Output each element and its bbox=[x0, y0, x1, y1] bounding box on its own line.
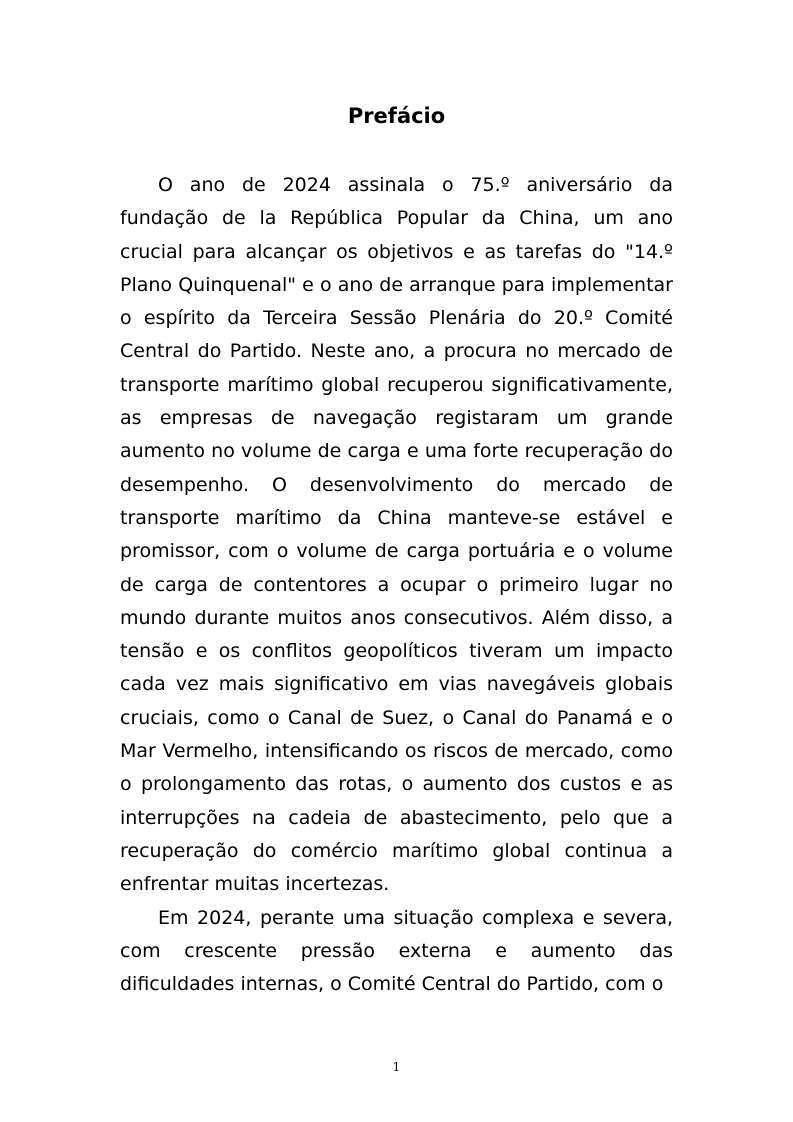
paragraph-2: Em 2024, perante uma situação complexa e severa, com crescente pressão externa e aumento das dificuldades internas, o Comité Central do Partido, com o bbox=[120, 906, 673, 996]
body-text bbox=[120, 169, 673, 1001]
page-title: Prefácio bbox=[347, 104, 446, 128]
page-number: 1 bbox=[392, 1060, 401, 1074]
paragraph-1: O ano de 2024 assinala o 75.º aniversário da fundação de la República Popular da China, um ano crucial para alcançar os objetivos e as tarefas do "14.º Plano Quinquenal" e o ano de arranque para implementar o espírito da Terceira Sessão Plenária do 20.º Comité Central do Partido. Neste ano, a procura no mercado de transporte marítimo global recuperou significativamente, as empresas de navegação registaram um grande aumento no volume de carga e uma forte recuperação do desempenho. O desenvolvimento do mercado de transporte marítimo da China manteve-se estável e promissor, com o volume de carga portuária e o volume de carga de contentores a ocupar o primeiro lugar no mundo durante muitos anos consecutivos. Além disso, a tensão e os conflitos geopolíticos tiveram um impacto cada vez mais significativo em vias navegáveis globais cruciais, como o Canal de Suez, o Canal do Panamá e o Mar Vermelho, intensificando os riscos de mercado, como o prolongamento das rotas, o aumento dos custos e as interrupções na cadeia de abastecimento, pelo que a recuperação do comércio marítimo global continua a enfrentar muitas incertezas. bbox=[120, 174, 673, 896]
